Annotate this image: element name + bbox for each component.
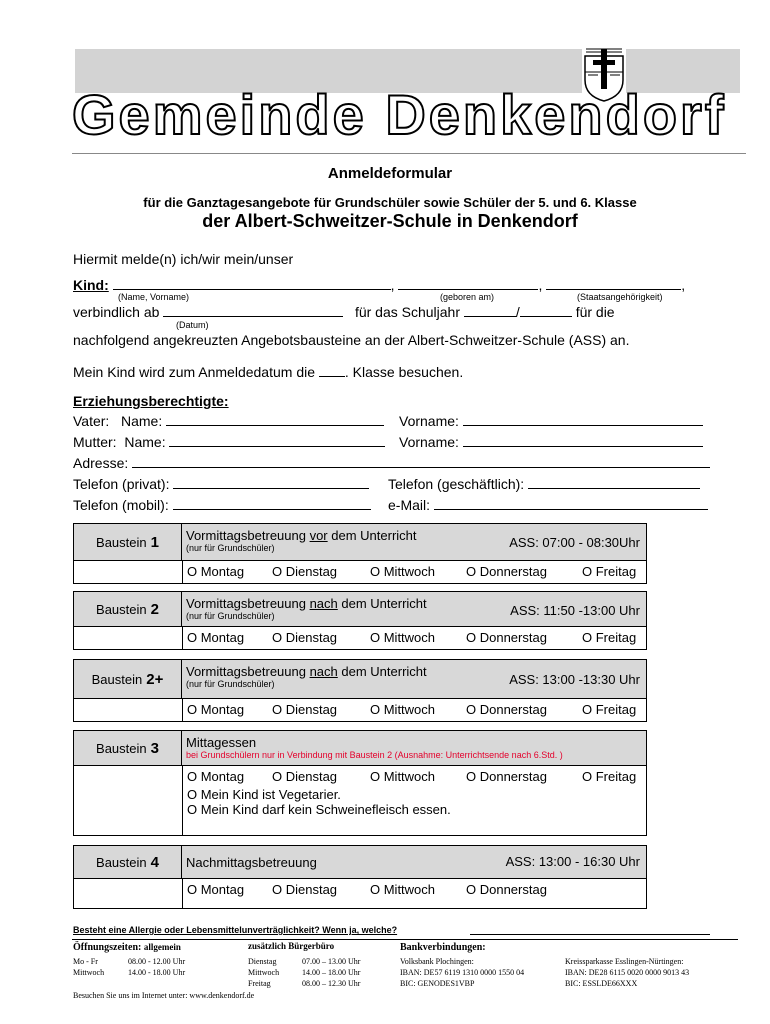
module-3 bbox=[73, 730, 647, 836]
module-header bbox=[74, 524, 646, 561]
father-firstname-field[interactable] bbox=[463, 413, 703, 426]
module-description bbox=[182, 524, 646, 560]
for-the-label: für die bbox=[575, 304, 615, 320]
day-option-wednesday[interactable]: O Mittwoch bbox=[370, 702, 436, 717]
form-subtitle: für die Ganztagesangebote für Grundschüler sowie Schüler der 5. und 6. Klasse bbox=[143, 195, 637, 210]
day-option-tuesday[interactable]: O Dienstag bbox=[272, 630, 338, 645]
address-field[interactable] bbox=[132, 455, 710, 468]
opening-row-1 bbox=[73, 957, 185, 966]
father-name-label: Vater: Name: bbox=[73, 413, 163, 429]
office-title: zusätzlich Bürgerbüro bbox=[248, 941, 335, 951]
hint-date: (Datum) bbox=[176, 320, 209, 330]
start-date-field[interactable] bbox=[163, 304, 343, 317]
module-label-text: Baustein bbox=[96, 854, 147, 870]
day-option-thursday[interactable]: O Donnerstag bbox=[466, 630, 547, 645]
module-header bbox=[74, 660, 646, 699]
module-description bbox=[182, 660, 646, 698]
intro-text: Hiermit melde(n) ich/wir mein/unser bbox=[73, 251, 294, 267]
guardians-heading: Erziehungsberechtigte: bbox=[73, 393, 229, 409]
day-options bbox=[187, 564, 642, 579]
bank2-bic: BIC: ESSLDE66XXX bbox=[565, 979, 638, 988]
no-pork-option[interactable]: O Mein Kind darf kein Schweinefleisch essen. bbox=[187, 802, 451, 817]
module-number: 2 bbox=[150, 600, 159, 618]
email-field[interactable] bbox=[434, 497, 708, 510]
bank-title: Bankverbindungen: bbox=[400, 942, 486, 953]
hint-nationality: (Staatsangehörigkeit) bbox=[577, 292, 663, 302]
bank2-iban: IBAN: DE28 6115 0020 0000 9013 43 bbox=[565, 968, 690, 977]
module-time: ASS: 07:00 - 08:30Uhr bbox=[509, 535, 640, 550]
child-label: Kind: bbox=[73, 277, 109, 293]
office-row-3 bbox=[248, 979, 360, 988]
module-label-text: Baustein bbox=[96, 534, 147, 550]
class-row bbox=[73, 364, 463, 380]
module-description bbox=[182, 846, 646, 878]
office-time: 07.00 – 13.00 Uhr bbox=[302, 957, 361, 966]
module-header bbox=[74, 846, 646, 879]
child-row: Kind: , , , bbox=[73, 277, 686, 293]
day-options bbox=[187, 769, 642, 784]
mother-name-field[interactable] bbox=[169, 434, 385, 447]
module-label bbox=[74, 524, 182, 560]
module-label-text: Baustein bbox=[96, 740, 147, 756]
school-year-end-field[interactable] bbox=[520, 304, 572, 317]
office-row-2 bbox=[248, 968, 360, 977]
day-options bbox=[187, 702, 642, 717]
day-option-tuesday[interactable]: O Dienstag bbox=[272, 564, 338, 579]
day-option-tuesday[interactable]: O Dienstag bbox=[272, 769, 338, 784]
form-title: Anmeldeformular bbox=[327, 165, 453, 182]
module-desc-underlined: nach bbox=[309, 664, 338, 679]
phone-mobile-field[interactable] bbox=[173, 497, 371, 510]
module-note: (nur für Grundschüler) bbox=[186, 679, 275, 689]
phone-private-field[interactable] bbox=[173, 476, 369, 489]
day-options bbox=[187, 882, 642, 897]
day-option-wednesday[interactable]: O Mittwoch bbox=[370, 882, 436, 897]
day-option-tuesday[interactable]: O Dienstag bbox=[272, 882, 338, 897]
phone-mobile-row bbox=[73, 497, 371, 513]
day-option-friday[interactable]: O Freitag bbox=[582, 702, 637, 717]
phone-private-label: Telefon (privat): bbox=[73, 476, 170, 492]
module-desc-underlined: vor bbox=[309, 528, 328, 543]
address-row bbox=[73, 455, 710, 471]
module-label-text: Baustein bbox=[96, 601, 147, 617]
module-time: ASS: 13:00 -13:30 Uhr bbox=[509, 672, 640, 687]
module-2 bbox=[73, 591, 647, 650]
mother-firstname-row bbox=[399, 434, 703, 450]
module-note: bei Grundschülern nur in Verbindung mit Baustein 2 (Ausnahme: Unterrichtsende nach 6.Std. ) bbox=[186, 750, 563, 760]
phone-mobile-label: Telefon (mobil): bbox=[73, 497, 169, 513]
bank1-bic: BIC: GENODES1VBP bbox=[400, 979, 475, 988]
footer-divider bbox=[72, 939, 738, 940]
school-year-start-field[interactable] bbox=[464, 304, 516, 317]
father-firstname-row bbox=[399, 413, 703, 429]
day-option-monday[interactable]: O Montag bbox=[187, 882, 245, 897]
bank1-iban: IBAN: DE57 6119 1310 0000 1550 04 bbox=[400, 968, 525, 977]
module-desc-post: dem Unterricht bbox=[337, 596, 427, 611]
module-description bbox=[182, 592, 646, 626]
office-row-1 bbox=[248, 957, 360, 966]
module-header bbox=[74, 731, 646, 766]
class-field[interactable] bbox=[319, 364, 345, 377]
day-option-thursday[interactable]: O Donnerstag bbox=[466, 769, 547, 784]
module-description bbox=[182, 731, 646, 765]
opening-time: 14.00 - 18.00 Uhr bbox=[128, 968, 186, 977]
bank1-name: Volksbank Plochingen: bbox=[400, 957, 474, 966]
module-label bbox=[74, 660, 182, 698]
opening-row-2 bbox=[73, 968, 185, 977]
day-option-wednesday[interactable]: O Mittwoch bbox=[370, 630, 436, 645]
father-name-field[interactable] bbox=[166, 413, 384, 426]
day-option-friday[interactable]: O Freitag bbox=[582, 564, 637, 579]
module-label bbox=[74, 592, 182, 626]
child-birthdate-field[interactable] bbox=[398, 277, 538, 290]
phone-work-label: Telefon (geschäftlich): bbox=[388, 476, 525, 492]
mother-row bbox=[73, 434, 385, 450]
module-desc-underlined: nach bbox=[309, 596, 338, 611]
school-year-label: für das Schuljahr bbox=[354, 304, 461, 320]
phone-work-field[interactable] bbox=[528, 476, 700, 489]
office-day: Dienstag bbox=[248, 957, 277, 966]
module-note: (nur für Grundschüler) bbox=[186, 543, 275, 553]
module-desc-pre: Vormittagsbetreuung bbox=[186, 528, 310, 543]
binding-row: verbindlich ab für das Schuljahr / für die bbox=[73, 304, 615, 320]
office-day: Mittwoch bbox=[248, 968, 280, 977]
module-number: 1 bbox=[150, 533, 159, 551]
email-label: e-Mail: bbox=[388, 497, 431, 513]
module-desc-pre: Vormittagsbetreuung bbox=[186, 596, 310, 611]
allergy-field[interactable] bbox=[470, 934, 710, 935]
module-time: ASS: 11:50 -13:00 Uhr bbox=[510, 603, 640, 618]
day-option-thursday[interactable]: O Donnerstag bbox=[466, 702, 547, 717]
class-suffix: . Klasse besuchen. bbox=[344, 364, 464, 380]
module-number: 3 bbox=[150, 739, 159, 757]
modules-sentence: nachfolgend angekreuzten Angebotsbausteine an der Albert-Schweitzer-Schule (ASS) an. bbox=[73, 332, 630, 348]
mother-firstname-label: Vorname: bbox=[399, 434, 459, 450]
module-desc-pre: Mittagessen bbox=[186, 735, 257, 750]
module-1 bbox=[73, 523, 647, 584]
opening-title-text: Öffnungszeiten: bbox=[73, 942, 142, 953]
child-nationality-field[interactable] bbox=[546, 277, 681, 290]
header-divider bbox=[72, 153, 746, 154]
office-time: 14.00 – 18.00 Uhr bbox=[302, 968, 361, 977]
module-label bbox=[74, 846, 182, 878]
day-option-monday[interactable]: O Montag bbox=[187, 702, 245, 717]
father-row bbox=[73, 413, 384, 429]
binding-prefix: verbindlich ab bbox=[73, 304, 160, 320]
allergy-row bbox=[73, 925, 397, 935]
opening-sub-text: allgemein bbox=[143, 942, 181, 952]
child-name-field[interactable] bbox=[113, 277, 391, 290]
module-label bbox=[74, 731, 182, 765]
day-option-monday[interactable]: O Montag bbox=[187, 564, 245, 579]
module-desc-post: dem Unterricht bbox=[337, 664, 427, 679]
phone-private-row bbox=[73, 476, 369, 492]
module-header bbox=[74, 592, 646, 627]
day-option-tuesday[interactable]: O Dienstag bbox=[272, 702, 338, 717]
email-row bbox=[388, 497, 708, 513]
module-body bbox=[182, 879, 646, 908]
module-desc-pre: Vormittagsbetreuung bbox=[186, 664, 310, 679]
module-note: (nur für Grundschüler) bbox=[186, 611, 275, 621]
school-name: der Albert-Schweitzer-Schule in Denkendorf bbox=[202, 211, 578, 231]
module-body bbox=[182, 561, 646, 583]
municipality-title: Gemeinde Denkendorf bbox=[72, 83, 727, 146]
day-option-thursday[interactable]: O Donnerstag bbox=[466, 882, 547, 897]
vegetarian-option[interactable]: O Mein Kind ist Vegetarier. bbox=[187, 787, 341, 802]
day-option-monday[interactable]: O Montag bbox=[187, 630, 245, 645]
module-number: 4 bbox=[150, 853, 159, 871]
office-time: 08.00 – 12.30 Uhr bbox=[302, 979, 361, 988]
website-line[interactable]: Besuchen Sie uns im Internet unter: www.denkendorf.de bbox=[73, 991, 255, 1000]
address-label: Adresse: bbox=[73, 455, 129, 471]
day-option-thursday[interactable]: O Donnerstag bbox=[466, 564, 547, 579]
mother-name-label: Mutter: Name: bbox=[73, 434, 166, 450]
hint-name: (Name, Vorname) bbox=[118, 292, 190, 302]
office-day: Freitag bbox=[248, 979, 271, 988]
day-options bbox=[187, 630, 642, 645]
father-firstname-label: Vorname: bbox=[399, 413, 459, 429]
module-label-text: Baustein bbox=[91, 671, 143, 687]
module-body bbox=[182, 699, 646, 721]
opening-day: Mittwoch bbox=[73, 968, 105, 977]
module-desc-post: dem Unterricht bbox=[327, 528, 417, 543]
day-option-wednesday[interactable]: O Mittwoch bbox=[370, 564, 436, 579]
module-number: 2+ bbox=[146, 670, 164, 688]
module-2plus bbox=[73, 659, 647, 722]
module-body bbox=[182, 766, 646, 835]
hint-born: (geboren am) bbox=[440, 292, 495, 302]
module-4 bbox=[73, 845, 647, 909]
bank2-name: Kreissparkasse Esslingen-Nürtingen: bbox=[565, 957, 684, 966]
day-option-friday[interactable]: O Freitag bbox=[582, 630, 637, 645]
module-desc-pre: Nachmittagsbetreuung bbox=[186, 855, 317, 870]
allergy-question: Besteht eine Allergie oder Lebensmittelunverträglichkeit? Wenn ja, welche? bbox=[73, 925, 398, 935]
opening-time: 08.00 - 12.00 Uhr bbox=[128, 957, 186, 966]
class-prefix: Mein Kind wird zum Anmeldedatum die bbox=[73, 364, 316, 380]
day-option-monday[interactable]: O Montag bbox=[187, 769, 245, 784]
opening-day: Mo - Fr bbox=[73, 957, 98, 966]
module-time: ASS: 13:00 - 16:30 Uhr bbox=[505, 854, 640, 869]
phone-work-row bbox=[388, 476, 700, 492]
day-option-friday[interactable]: O Freitag bbox=[582, 769, 637, 784]
module-body bbox=[182, 627, 646, 649]
mother-firstname-field[interactable] bbox=[463, 434, 703, 447]
opening-hours-title bbox=[73, 942, 181, 953]
day-option-wednesday[interactable]: O Mittwoch bbox=[370, 769, 436, 784]
